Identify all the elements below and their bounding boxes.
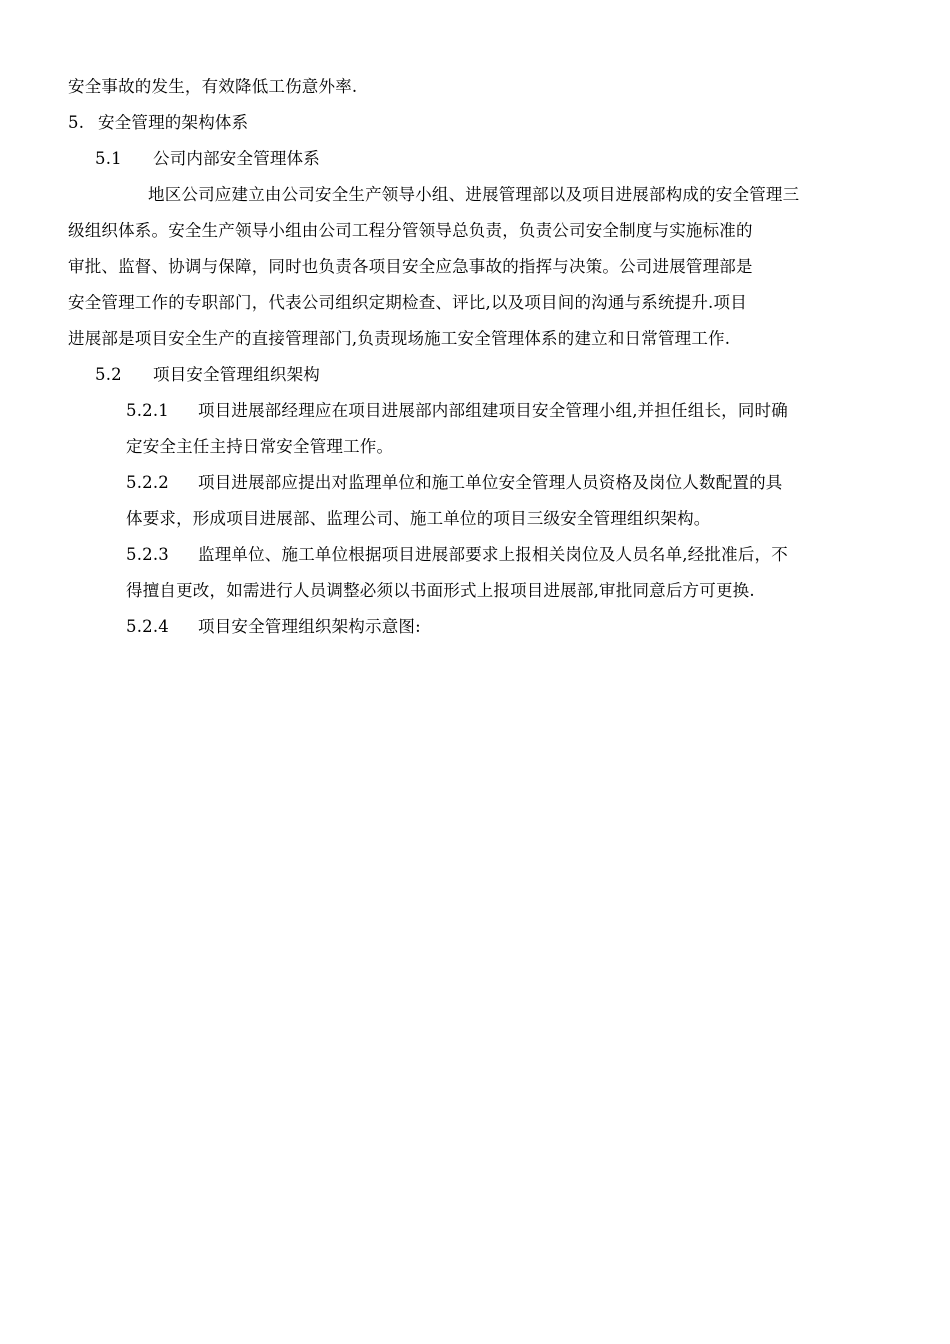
section-5-heading	[68, 112, 248, 134]
section-5-2-number: 5.2	[95, 365, 122, 384]
section-5-1-heading	[95, 148, 320, 170]
item-5-2-2-number: 5.2.2	[126, 473, 169, 492]
item-5-2-3-line-1	[126, 544, 788, 566]
section-5-2-heading	[95, 364, 320, 386]
section-5-1-title: 公司内部安全管理体系	[153, 149, 320, 168]
section-5-1-number: 5.1	[95, 149, 122, 168]
item-5-2-2-line-1	[126, 472, 783, 494]
section-5-1-paragraph-line-2: 级组织体系。安全生产领导小组由公司工程分管领导总负责，负责公司安全制度与实施标准的	[68, 221, 753, 240]
item-5-2-4-line-1	[126, 616, 421, 638]
section-5-1-paragraph-line-5: 进展部是项目安全生产的直接管理部门,负责现场施工安全管理体系的建立和日常管理工作.	[68, 329, 731, 348]
item-5-2-3-line-2: 得擅自更改，如需进行人员调整必须以书面形式上报项目进展部,审批同意后方可更换.	[126, 581, 755, 600]
item-5-2-3-number: 5.2.3	[126, 545, 169, 564]
item-5-2-1-line-1	[126, 400, 788, 422]
section-5-1-paragraph-line-1: 地区公司应建立由公司安全生产领导小组、进展管理部以及项目进展部构成的安全管理三	[148, 185, 800, 204]
item-5-2-1-text: 项目进展部经理应在项目进展部内部组建项目安全管理小组,并担任组长，同时确	[198, 401, 788, 420]
item-5-2-4-number: 5.2.4	[126, 617, 169, 636]
continuation-line: 安全事故的发生，有效降低工伤意外率.	[68, 77, 358, 96]
item-5-2-2-line-2: 体要求，形成项目进展部、监理公司、施工单位的项目三级安全管理组织架构。	[126, 509, 711, 528]
item-5-2-3-text: 监理单位、施工单位根据项目进展部要求上报相关岗位及人员名单,经批准后，不	[198, 545, 788, 564]
item-5-2-4-text: 项目安全管理组织架构示意图:	[198, 617, 421, 636]
item-5-2-1-line-2: 定安全主任主持日常安全管理工作。	[126, 437, 394, 456]
item-5-2-2-text: 项目进展部应提出对监理单位和施工单位安全管理人员资格及岗位人数配置的具	[198, 473, 783, 492]
section-5-1-paragraph-line-3: 审批、监督、协调与保障，同时也负责各项目安全应急事故的指挥与决策。公司进展管理部是	[68, 257, 753, 276]
section-5-number: 5.	[68, 113, 85, 132]
item-5-2-1-number: 5.2.1	[126, 401, 169, 420]
section-5-1-paragraph-line-4: 安全管理工作的专职部门，代表公司组织定期检查、评比,以及项目间的沟通与系统提升.项目	[68, 293, 747, 312]
section-5-title: 安全管理的架构体系	[98, 113, 249, 132]
section-5-2-title: 项目安全管理组织架构	[153, 365, 320, 384]
